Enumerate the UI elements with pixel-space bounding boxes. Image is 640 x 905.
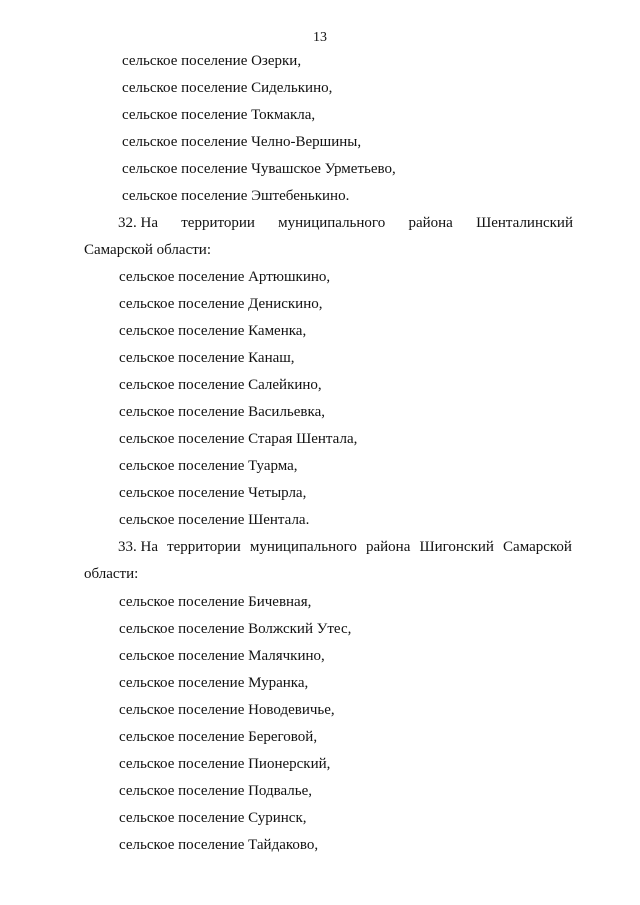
- list-item: сельское поселение Салейкино,: [119, 377, 322, 393]
- page-number: 13: [313, 30, 327, 45]
- list-item: сельское поселение Токмакла,: [122, 107, 316, 123]
- list-item: сельское поселение Сиделькино,: [122, 80, 333, 96]
- list-item: сельское поселение Челно-Вершины,: [122, 134, 362, 150]
- paragraph-word: территории: [167, 539, 241, 555]
- paragraph-word: муниципального: [249, 539, 357, 555]
- list-item: сельское поселение Подвалье,: [119, 783, 313, 799]
- paragraph-word: территории: [181, 215, 255, 231]
- paragraph-word: Шенталинский: [476, 215, 573, 231]
- list-item: сельское поселение Малячкино,: [119, 648, 325, 664]
- list-item: сельское поселение Новодевичье,: [119, 702, 335, 718]
- list-item: сельское поселение Туарма,: [119, 458, 298, 474]
- list-item: сельское поселение Артюшкино,: [119, 269, 331, 285]
- list-item: сельское поселение Четырла,: [119, 485, 307, 501]
- paragraph-32-continuation: Самарской области:: [84, 242, 211, 258]
- list-item: сельское поселение Эштебенькино.: [122, 188, 350, 204]
- list-item: сельское поселение Тайдаково,: [119, 837, 319, 853]
- list-item: сельское поселение Васильевка,: [119, 404, 325, 420]
- list-item: сельское поселение Чувашское Урметьево,: [122, 161, 396, 177]
- list-item: сельское поселение Денискино,: [119, 296, 323, 312]
- paragraph-word: Самарской: [503, 539, 572, 555]
- list-item: сельское поселение Муранка,: [119, 675, 309, 691]
- paragraph-word: 33. На: [118, 539, 158, 555]
- list-item: сельское поселение Канаш,: [119, 350, 295, 366]
- list-item: сельское поселение Старая Шентала,: [119, 431, 358, 447]
- paragraph-word: муниципального: [278, 215, 386, 231]
- list-item: сельское поселение Каменка,: [119, 323, 307, 339]
- paragraph-word: Шигонский: [419, 539, 494, 555]
- paragraph-word: 32. На: [118, 215, 158, 231]
- list-item: сельское поселение Пионерский,: [119, 756, 331, 772]
- list-item: сельское поселение Суринск,: [119, 810, 307, 826]
- list-item: сельское поселение Озерки,: [122, 53, 302, 69]
- paragraph-33-continuation: области:: [84, 566, 139, 582]
- paragraph-word: района: [366, 539, 411, 555]
- list-item: сельское поселение Береговой,: [119, 729, 318, 745]
- paragraph-word: района: [408, 215, 453, 231]
- list-item: сельское поселение Волжский Утес,: [119, 621, 352, 637]
- list-item: сельское поселение Шентала.: [119, 512, 310, 528]
- paragraph-32-heading: [118, 214, 573, 232]
- list-item: сельское поселение Бичевная,: [119, 594, 312, 610]
- paragraph-33-heading: [118, 538, 572, 556]
